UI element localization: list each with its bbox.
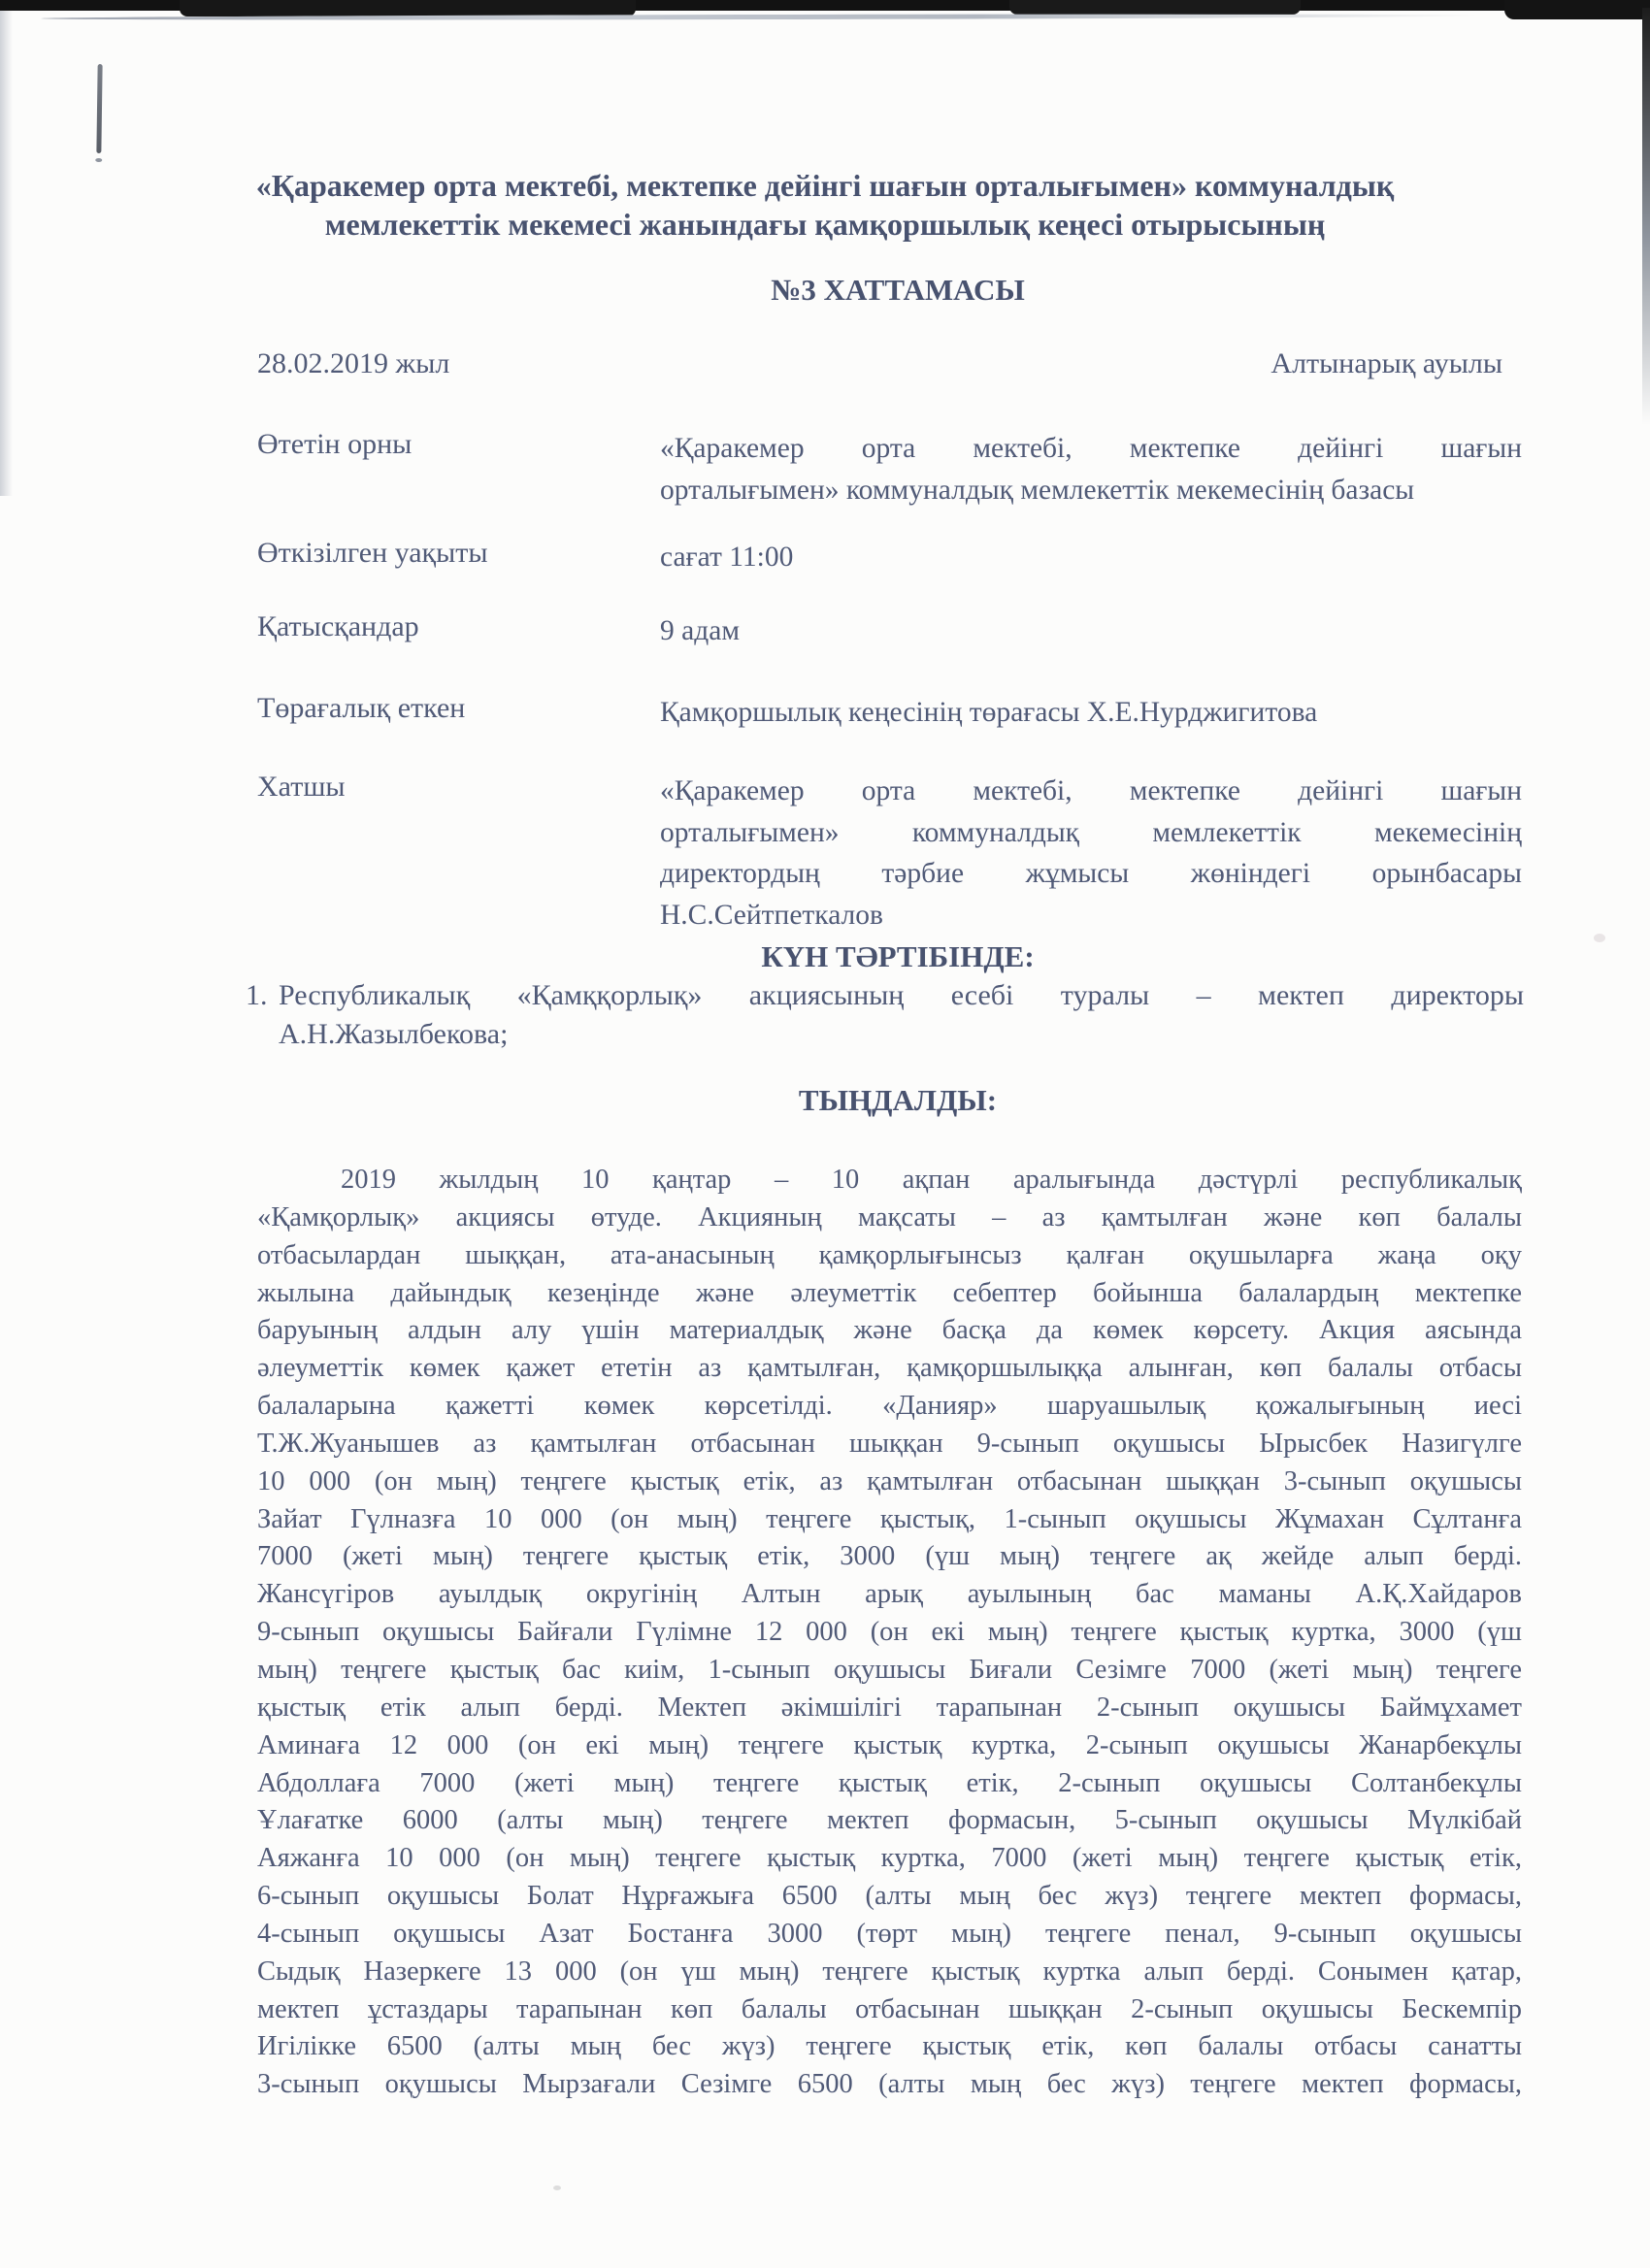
detail-value [660, 428, 1522, 510]
body-text-line: Аяжанға 10 000 (он мың) теңгеге қыстық куртка, 7000 (жеті мың) теңгеге қыстық етік, [257, 1843, 1522, 1874]
detail-label: Өткізілген уақыты [257, 537, 488, 569]
detail-row [257, 428, 1522, 510]
agenda-item [246, 976, 1524, 1054]
body-text-line: Ұлағатке 6000 (алты мың) теңгеге мектеп формасын, 5-сынып оқушысы Мүлкібай [257, 1805, 1522, 1836]
left-scan-strip [0, 11, 13, 496]
body-text-line: 9-сынып оқушысы Байғали Гүлімне 12 000 (он екі мың) теңгеге қыстық куртка, 3000 (үш [257, 1617, 1522, 1648]
heard-body-paragraph [257, 1162, 1522, 2104]
agenda-item-line: А.Н.Жазылбекова; [279, 1018, 509, 1050]
top-right-scan-corner [1504, 0, 1650, 19]
body-text-line: балаларына қажетті көмек көрсетілді. «Данияр» шаруашылық қожалығының иесі [257, 1391, 1522, 1422]
detail-value-line: сағат 11:00 [660, 542, 794, 573]
body-text-line: жылына дайындық кезеңінде және әлеуметтік себептер бойынша балалардың мектепке [257, 1277, 1522, 1308]
body-text-line: мектеп ұстаздары тарапынан көп балалы отбасынан шыққан 2-сынып оқушысы Бескемпір [257, 1993, 1522, 2024]
detail-value-line: «Қаракемер орта мектебі, мектепке дейінгі шағын [660, 775, 1522, 806]
detail-value-line: 9 адам [660, 615, 740, 646]
body-text-line: Аминаға 12 000 (он екі мың) теңгеге қыстық куртка, 2-сынып оқушысы Жанарбекұлы [257, 1729, 1522, 1760]
heard-heading: ТЫҢДАЛДЫ: [798, 1083, 998, 1117]
detail-row [257, 537, 1522, 578]
body-text-line: 10 000 (он мың) теңгеге қыстық етік, аз қамтылған отбасынан шыққан 3-сынып оқушысы [257, 1465, 1522, 1496]
detail-value-line: орталығымен» коммуналдық мемлекеттік мекемесінің базасы [660, 474, 1415, 506]
body-text-line: Жансүгіров ауылдық округінің Алтын арық ауылының бас маманы А.Қ.Хайдаров [257, 1579, 1522, 1610]
body-text-line: 7000 (жеті мың) теңгеге қыстық етік, 3000 (үш мың) теңгеге ақ жейде алып берді. [257, 1541, 1522, 1572]
body-text-line: отбасылардан шыққан, ата-анасының қамқорлығынсыз қалған оқушыларға жаңа оқу [257, 1239, 1522, 1270]
detail-value-line: орталығымен» коммуналдық мемлекеттік мекемесінің [660, 816, 1522, 848]
body-text-line: Зайат Гүлназға 10 000 (он мың) теңгеге қыстық, 1-сынып оқушысы Жұмахан Сұлтанға [257, 1503, 1522, 1534]
detail-value [660, 537, 1522, 578]
detail-value-line: «Қаракемер орта мектебі, мектепке дейінгі шағын [660, 433, 1522, 464]
body-text-line: 4-сынып оқушысы Азат Бостанға 3000 (төрт мың) теңгеге пенал, 9-сынып оқушысы [257, 1918, 1522, 1949]
agenda-item-line: Республикалық «Қамққорлық» акциясының есебі туралы – мектеп директоры [279, 979, 1524, 1011]
body-text-line: қыстық етік алып берді. Мектеп әкімшілігі тарапынан 2-сынып оқушысы Баймұхамет [257, 1692, 1522, 1723]
right-scan-strip [1642, 8, 1650, 425]
date-location-row [257, 347, 1502, 380]
detail-row [257, 692, 1522, 734]
detail-value [660, 610, 1522, 652]
protocol-number-heading: №3 ХАТТАМАСЫ [771, 273, 1025, 307]
agenda-item-number: 1. [246, 979, 268, 1011]
top-scan-edge-blob [180, 0, 636, 16]
body-text-line: 6-сынып оқушысы Болат Нұрғажыға 6500 (алты мың бес жүз) теңгеге мектеп формасы, [257, 1881, 1522, 1912]
scan-smudge [553, 2186, 561, 2190]
body-text-line: Игілікке 6500 (алты мың бес жүз) теңгеге қыстық етік, көп балалы отбасы санатты [257, 2031, 1522, 2062]
detail-value-line: директордың тәрбие жұмысы жөніндегі орынбасары [660, 858, 1522, 889]
detail-value [660, 692, 1522, 734]
body-text-line: 3-сынып оқушысы Мырзағали Сезімге 6500 (алты мың бес жүз) теңгеге мектеп формасы, [257, 2069, 1522, 2100]
meeting-location: Алтынарық ауылы [1270, 347, 1502, 379]
body-text-line: Сыдық Назеркеге 13 000 (он үш мың) теңгеге қыстық куртка алып берді. Сонымен қатар, [257, 1956, 1522, 1987]
body-text-line: 2019 жылдың 10 қаңтар – 10 ақпан аралығында дәстүрлі республикалық [341, 1165, 1522, 1195]
detail-value-line: Н.С.Сейтпеткалов [660, 899, 883, 931]
detail-row [257, 771, 1522, 936]
pen-mark [96, 64, 102, 153]
detail-value-line: Қамқоршылық кеңесінің төрағасы Х.Е.Нурджигитова [660, 697, 1318, 728]
body-text-line: баруының алдын алу үшін материалдық және басқа да көмек көрсету. Акция аясында [257, 1315, 1522, 1346]
body-text-line: әлеуметтік көмек қажет ететін аз қамтылған, қамқоршылыққа алынған, көп балалы отбасы [257, 1353, 1522, 1384]
top-scan-edge-blob [1009, 0, 1301, 15]
title-line-1: «Қаракемер орта мектебі, мектепке дейінгі шағын орталығымен» коммуналдық [255, 168, 1395, 203]
detail-label: Төрағалық еткен [257, 692, 466, 724]
detail-label: Хатшы [257, 771, 346, 803]
detail-label: Қатысқандар [257, 610, 419, 642]
document-title [252, 166, 1398, 244]
body-text-line: мың) теңгеге қыстық бас киім, 1-сынып оқушысы Биғали Сезімге 7000 (жеті мың) теңгеге [257, 1654, 1522, 1685]
agenda-item-text [279, 976, 1524, 1054]
body-text-line: Т.Ж.Жуанышев аз қамтылған отбасынан шыққан 9-сынып оқушысы Ырысбек Назигүлге [257, 1428, 1522, 1459]
scan-smudge [1594, 934, 1605, 942]
detail-value [660, 771, 1522, 936]
detail-row [257, 610, 1522, 652]
body-text-line: Абдоллаға 7000 (жеті мың) теңгеге қыстық етік, 2-сынып оқушысы Солтанбекұлы [257, 1767, 1522, 1798]
meeting-date: 28.02.2019 жыл [257, 347, 450, 379]
detail-label: Өтетін орны [257, 428, 412, 460]
body-text-line: «Қамқорлық» акциясы өтуде. Акцияның мақсаты – аз қамтылған және көп балалы [257, 1201, 1522, 1233]
title-line-2: мемлекеттік мекемесі жанындағы қамқоршылық кеңесі отырысының [324, 207, 1326, 242]
agenda-heading: КҮН ТӘРТІБІНДЕ: [761, 939, 1035, 973]
